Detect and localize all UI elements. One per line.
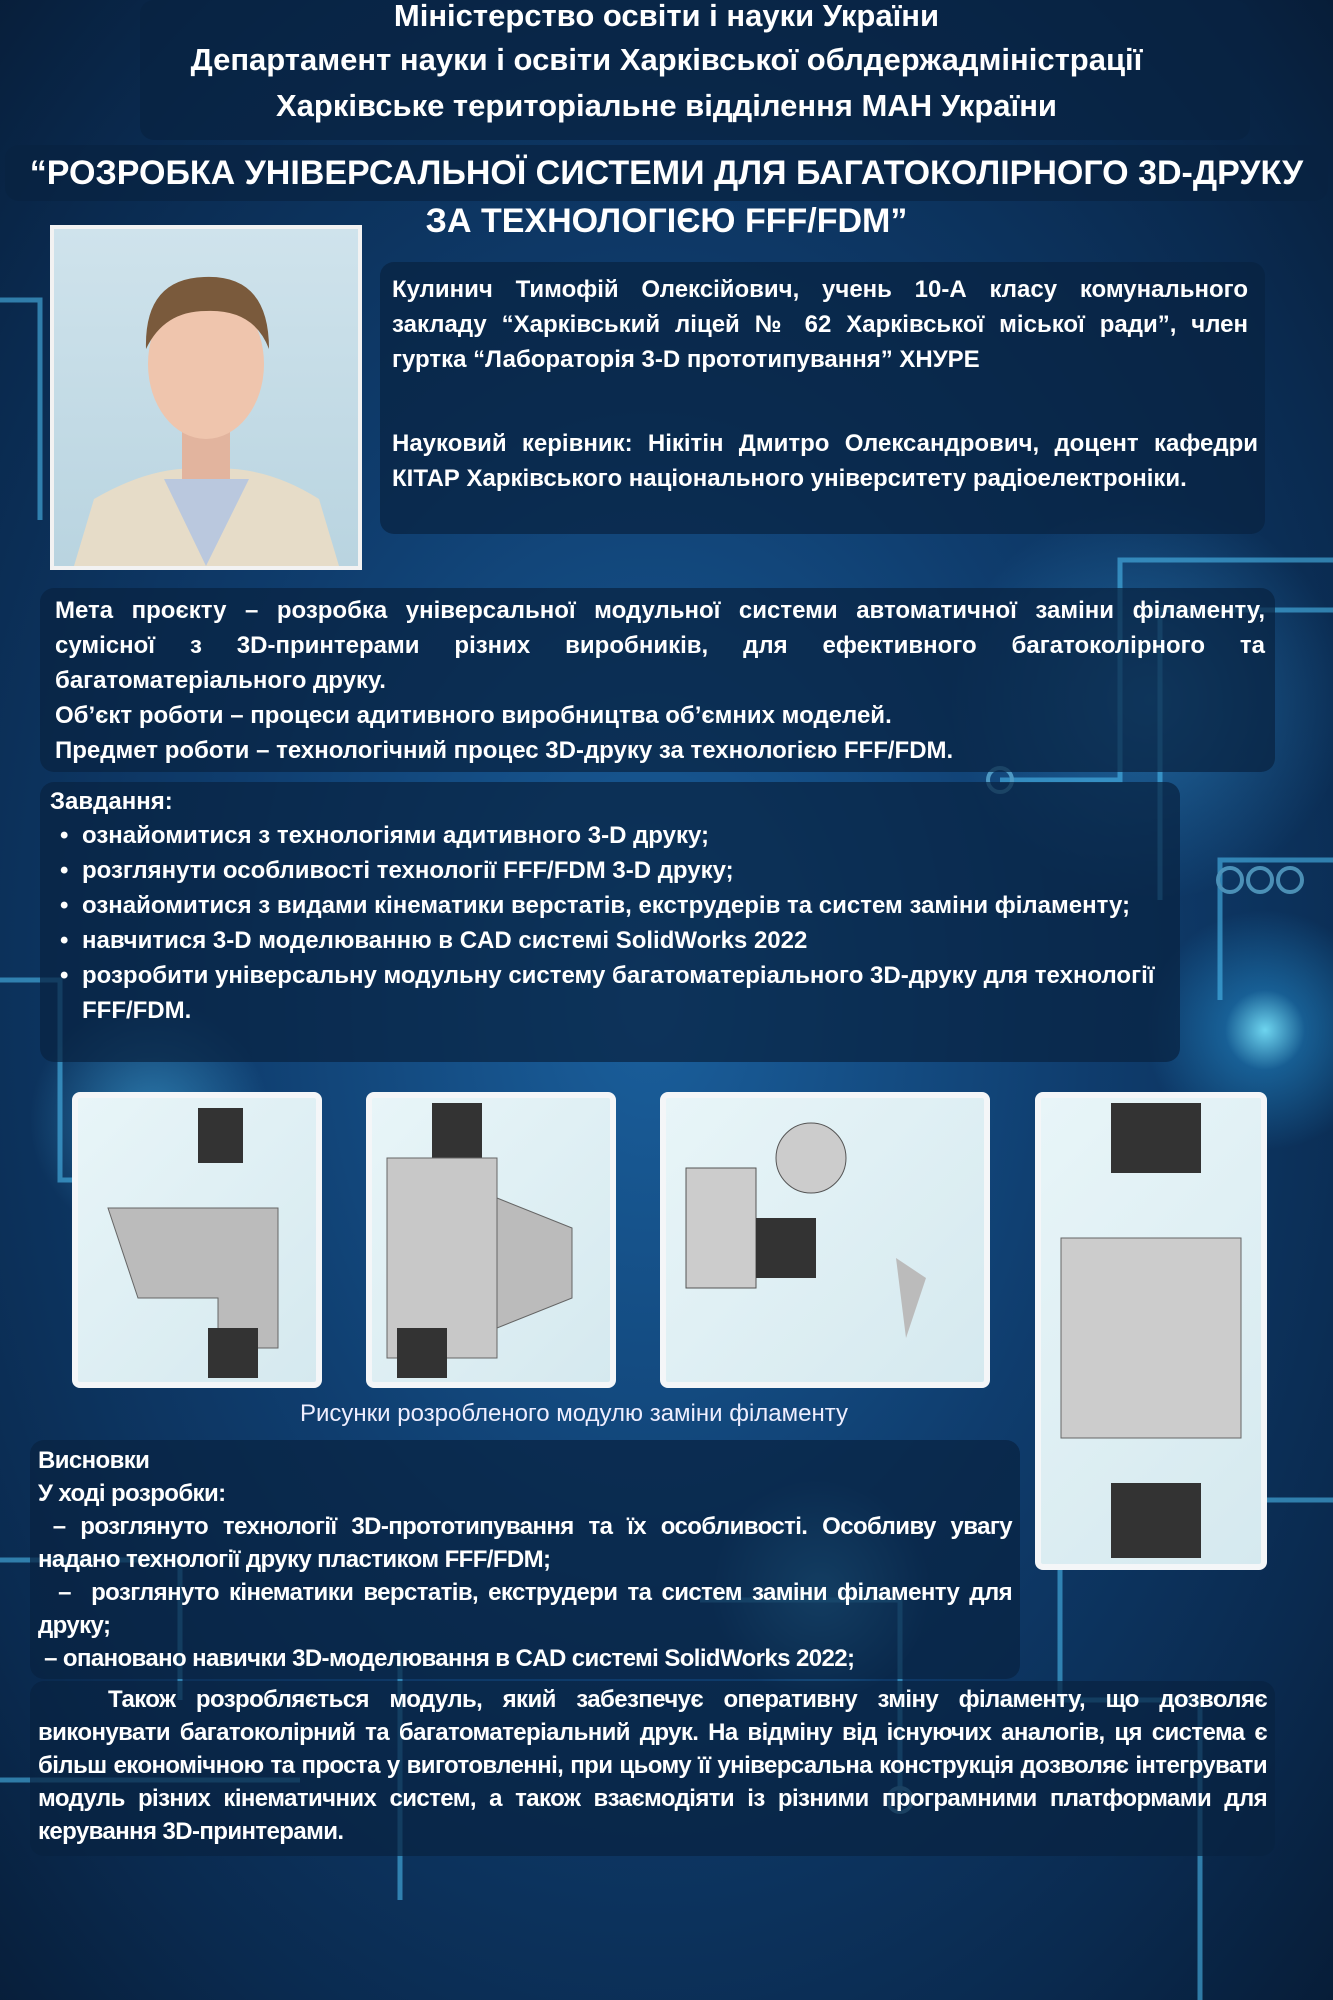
task-item: • розглянути особливості технології FFF/FDM 3-D друку;: [52, 853, 1162, 888]
task-item: • розробити універсальну модульну систему багатоматеріального 3D-друку для технології FFF/FDM.: [52, 958, 1162, 1028]
supervisor-info: Науковий керівник: Нікітін Дмитро Олександрович, доцент кафедри КІТАР Харківського національного університету радіоелектроніки.: [392, 430, 1258, 492]
portrait-image: [54, 229, 358, 566]
ministry-heading: Міністерство освіти і науки України: [393, 0, 940, 33]
figures-caption: Рисунки розробленого модулю заміни філаменту: [300, 1400, 849, 1427]
project-object: Об’єкт роботи – процеси адитивного виробництва об’ємних моделей.: [55, 702, 892, 729]
module-render-front: [72, 1092, 322, 1388]
conclusion-item: – опановано навички 3D-моделювання в CAD системі SolidWorks 2022;: [38, 1645, 855, 1672]
module-exploded-view: [660, 1092, 990, 1388]
department-heading: Департамент науки і освіти Харківської облдержадміністрації: [190, 42, 1143, 77]
project-subject: Предмет роботи – технологічний процес 3D-друку за технологією FFF/FDM.: [55, 737, 954, 764]
conclusions-section: [30, 1440, 1275, 1856]
conclusions-final: Також розробляється модуль, який забезпечує оперативну зміну філаменту, що дозволяє виконувати багатоколірний та багатоматеріальний друк. На відміну від існуючих аналогів, ця система є більш економічною та проста у виготовленні, при цьому її універсальна конструкція дозволяє інтегрувати модуль різних кінематичних систем, а також взаємодіяти із різними програмними платформами для керування 3D-принтерами.: [30, 1681, 1275, 1856]
tasks-heading: Завдання:: [50, 788, 173, 815]
author-info: Кулинич Тимофій Олексійович, учень 10-А класу комунального закладу “Харківський ліцей № 62 Харківської міської ради”, член гуртка “Лабораторія 3-D прототипування” ХНУРЕ: [392, 276, 1248, 373]
project-title-line1: “РОЗРОБКА УНІВЕРСАЛЬНОЇ СИСТЕМИ ДЛЯ БАГАТОКОЛІРНОГО 3D-ДРУКУ: [29, 154, 1304, 192]
conclusions-box: [30, 1440, 1020, 1679]
conclusions-intro: У ході розробки:: [38, 1480, 226, 1507]
author-photo: [50, 225, 362, 570]
conclusion-item: – розглянуто технології 3D-прототипування та їх особливості. Особливу увагу надано технології друку пластиком FFF/FDM;: [38, 1513, 1019, 1573]
task-item: • ознайомитися з технологіями адитивного 3-D друку;: [52, 818, 1162, 853]
tasks-list: [52, 818, 1162, 1028]
task-item: • ознайомитися з видами кінематики верстатів, екструдерів та систем заміни філаменту;: [52, 888, 1162, 923]
project-aim: Мета проєкту – розробка універсальної модульної системи автоматичної заміни філаменту, сумісної з 3D-принтерами різних виробників, для ефективного багатоколірного та багатоматеріального друку.: [55, 597, 1265, 694]
man-branch-heading: Харківське територіальне відділення МАН України: [276, 88, 1057, 123]
conclusions-heading: Висновки: [38, 1447, 150, 1474]
module-render-side: [366, 1092, 616, 1388]
conclusion-item: – розглянуто кінематики верстатів, екструдери та систем заміни філаменту для друку;: [38, 1579, 1019, 1639]
task-item: • навчитися 3-D моделюванню в CAD системі SolidWorks 2022: [52, 923, 1162, 958]
project-title-line2: ЗА ТЕХНОЛОГІЄЮ FFF/FDM”: [425, 202, 908, 240]
